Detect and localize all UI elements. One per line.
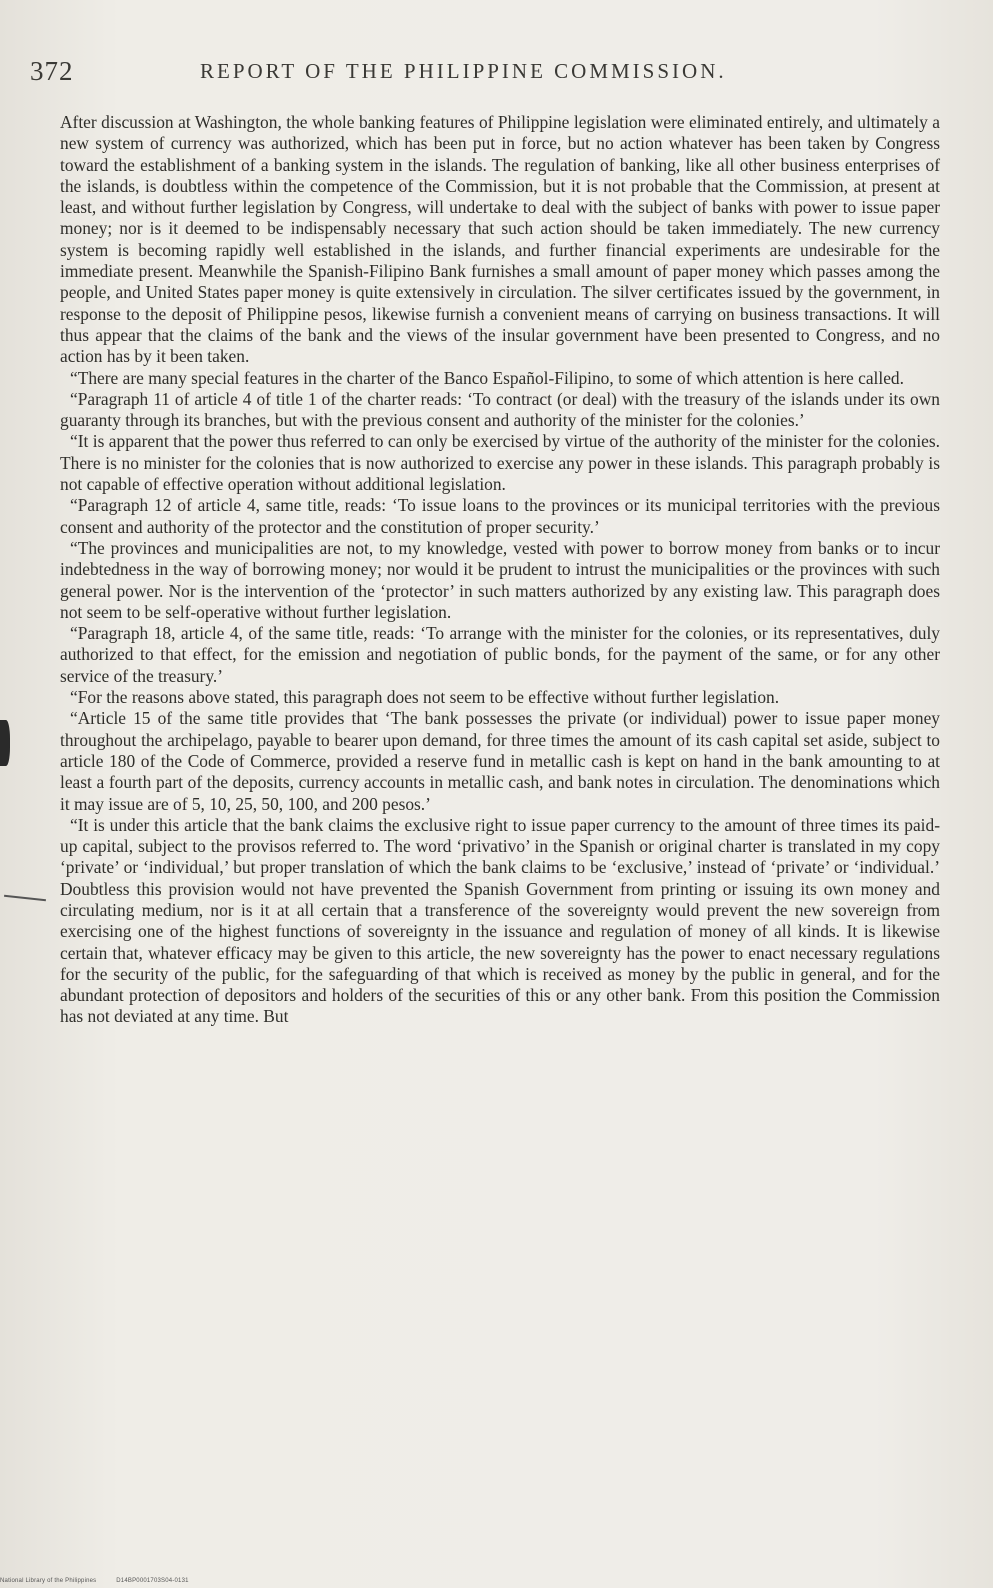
- library-credit: National Library of the Philippines: [0, 1578, 97, 1584]
- running-title: REPORT OF THE PHILIPPINE COMMISSION.: [200, 59, 727, 83]
- paragraph: “Paragraph 12 of article 4, same title, reads: ‘To issue loans to the provinces or its municipal territories with the previous consent and authority of the protector and the constitution of proper security.’: [60, 495, 940, 537]
- paragraph: “It is apparent that the power thus referred to can only be exercised by virtue of the authority of the minister for the colonies. There is no minister for the colonies that is now authorized to exercise any power in these islands. This paragraph probably is not capable of effective operation without additional legislation.: [60, 431, 940, 495]
- scan-footer: [0, 1578, 207, 1584]
- scan-identifier: D14BP0001703S04-0131: [116, 1578, 189, 1584]
- paragraph: After discussion at Washington, the whole banking features of Philippine legislation were eliminated entirely, and ultimately a new system of currency was authorized, which has been put in force, but no action whatever has been taken by Congress toward the establishment of a banking system in the islands. The regulation of banking, like all other business enterprises of the islands, is doubtless within the competence of the Commission, but it is not probable that the Commission, at present at least, and without further legislation by Congress, will undertake to deal with the subject of banks with power to issue paper money; nor is it deemed to be indispensably necessary that such action should be taken immediately. The new currency system is becoming rapidly well established in the islands, and further financial experiments are undesirable for the immediate present. Meanwhile the Spanish-Filipino Bank furnishes a small amount of paper money which passes among the people, and United States paper money is quite extensively in circulation. The silver certificates issued by the government, in response to the deposit of Philippine pesos, likewise furnish a convenient means of carrying on business transactions. It will thus appear that the claims of the bank and the views of the insular government have been presented to Congress, and no action has by it been taken.: [60, 112, 940, 367]
- paragraph: “For the reasons above stated, this paragraph does not seem to be effective without further legislation.: [70, 687, 780, 708]
- paragraph: “Paragraph 11 of article 4 of title 1 of the charter reads: ‘To contract (or deal) with the treasury of the islands under its own guaranty through its branches, but with the previous consent and authority of the minister for the colonies.’: [60, 388, 940, 431]
- paragraph: “The provinces and municipalities are not, to my knowledge, vested with power to borrow money from banks or to incur indebtedness in the way of borrowing money; nor would it be prudent to intrust the municipalities or the provinces with such general power. Nor is the intervention of the ‘protector’ in such matters authorized by any existing law. This paragraph does not seem to be self-operative without further legislation.: [60, 537, 940, 622]
- paragraph: “Paragraph 18, article 4, of the same title, reads: ‘To arrange with the minister for the colonies, or its representatives, duly authorized to that effect, for the emission and negotiation of public bonds, for the payment of the same, or for any other service of the treasury.’: [60, 623, 940, 686]
- margin-pencil-mark: [4, 895, 46, 901]
- body-text: [60, 112, 940, 1028]
- page-header: [30, 56, 960, 92]
- paragraph: “It is under this article that the bank claims the exclusive right to issue paper currency to the amount of three times its paid-up capital, subject to the provisos referred to. The word ‘privativo’ in the Spanish or original charter is translated in my copy ‘private’ or ‘individual,’ but proper translation of which the bank claims to be ‘exclusive,’ instead of ‘private’ or ‘individual.’ Doubtless this provision would not have prevented the Spanish Government from printing or issuing its own money and circulating medium, nor is it at all certain that a transference of the sovereignty would prevent the new sovereign from exercising one of the highest functions of sovereignty in the issuance and regulation of money of all kinds. It is likewise certain that, whatever efficacy may be given to this article, the new sovereignty has the power to enact necessary regulations for the security of the public, for the safeguarding of that which is received as money by the public in general, and for the abundant protection of depositors and holders of the securities of this or any other bank. From this position the Commission has not deviated at any time. But: [60, 814, 940, 1027]
- page-number: 372: [30, 56, 74, 86]
- scan-ink-blot: [0, 720, 10, 766]
- paragraph: “Article 15 of the same title provides that ‘The bank possesses the private (or individual) power to issue paper money throughout the archipelago, payable to bearer upon demand, for three times the amount of its cash capital set aside, subject to article 180 of the Code of Commerce, provided a reserve fund in metallic cash is kept on hand in the bank amounting to at least a fourth part of the deposits, currency accounts in metallic cash, and bank notes in circulation. The denominations which it may issue are of 5, 10, 25, 50, 100, and 200 pesos.’: [60, 708, 940, 814]
- paragraph: “There are many special features in the charter of the Banco Español-Filipino, to some of which attention is here called.: [70, 367, 904, 388]
